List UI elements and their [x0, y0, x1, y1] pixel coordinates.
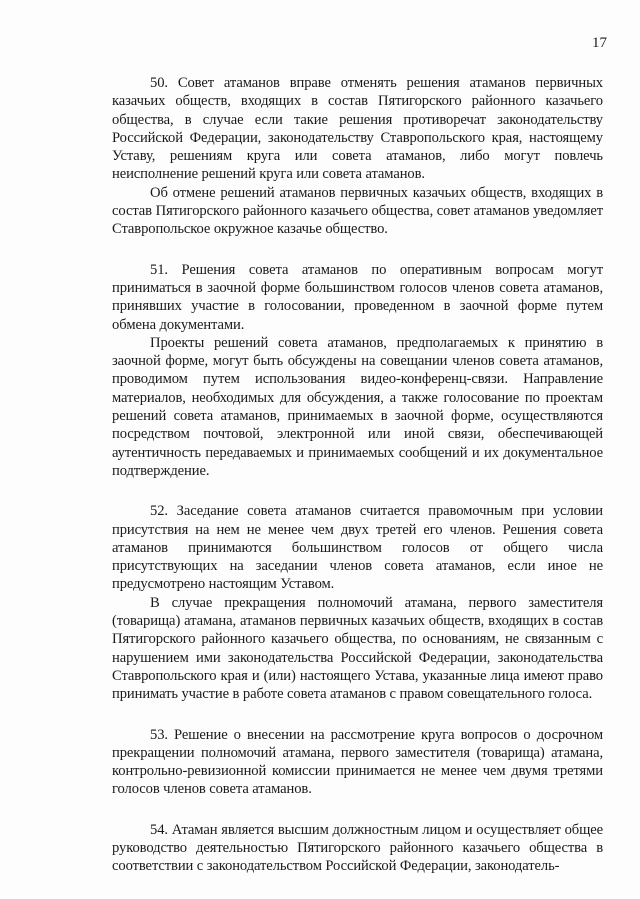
section-gap	[112, 480, 603, 502]
section-gap	[112, 239, 603, 261]
section-gap	[112, 799, 603, 821]
page-number: 17	[592, 35, 607, 51]
paragraph-50-continuation: Об отмене решений атаманов первичных казачьих обществ, входящих в состав Пятигорского районного казачьего общества, совет атаманов уведомляет Ставропольское окружное казачье общество.	[112, 184, 603, 238]
paragraph-52-continuation: В случае прекращения полномочий атамана, первого заместителя (товарища) атамана, атаманов первичных казачьих обществ, входящих в состав Пятигорского районного казачьего общества, по основаниям, не связанным с нарушением ими законодательства Российской Федерации, законодательства Ставропольского края и (или) настоящего Устава, указанные лица имеют право принимать участие в работе совета атаманов с правом совещательного голоса.	[112, 594, 603, 703]
document-body	[112, 74, 603, 876]
paragraph-51-continuation: Проекты решений совета атаманов, предполагаемых к принятию в заочной форме, могут быть обсуждены на совещании членов совета атаманов, проводимом путем использования видео-конференц-связи. Направление материалов, необходимых для обсуждения, а также голосование по проектам решений совета атаманов, принимаемых в заочной форме, осуществляются посредством почтовой, электронной или иной связи, обеспечивающей аутентичность передаваемых и принимаемых сообщений и их документальное подтверждение.	[112, 334, 603, 479]
paragraph-53: 53. Решение о внесении на рассмотрение круга вопросов о досрочном прекращении полномочий атамана, первого заместителя (товарища) атамана, контрольно-ревизионной комиссии принимается не менее чем двумя третями голосов членов совета атаманов.	[112, 726, 603, 798]
paragraph-52: 52. Заседание совета атаманов считается правомочным при условии присутствия на нем не менее чем двух третей его членов. Решения совета атаманов принимаются большинством голосов от общего числа присутствующих на заседании членов совета атаманов, если иное не предусмотрено настоящим Уставом.	[112, 503, 603, 593]
section-gap	[112, 704, 603, 726]
paragraph-51: 51. Решения совета атаманов по оперативным вопросам могут приниматься в заочной форме большинством голосов членов совета атаманов, принявших участие в голосовании, проведенном в заочной форме путем обмена документами.	[112, 261, 603, 333]
paragraph-50: 50. Совет атаманов вправе отменять решения атаманов первичных казачьих обществ, входящих в состав Пятигорского районного казачьего общества, в случае если такие решения противоречат законодательству Российской Федерации, законодательству Ставропольского края, настоящему Уставу, решениям круга или совета атаманов, либо могут повлечь неисполнение решений круга или совета атаманов.	[112, 75, 603, 183]
paragraph-54: 54. Атаман является высшим должностным лицом и осуществляет общее руководство деятельностью Пятигорского районного казачьего общества в соответствии с законодательством Российской Федерации, законодатель-	[112, 821, 603, 875]
